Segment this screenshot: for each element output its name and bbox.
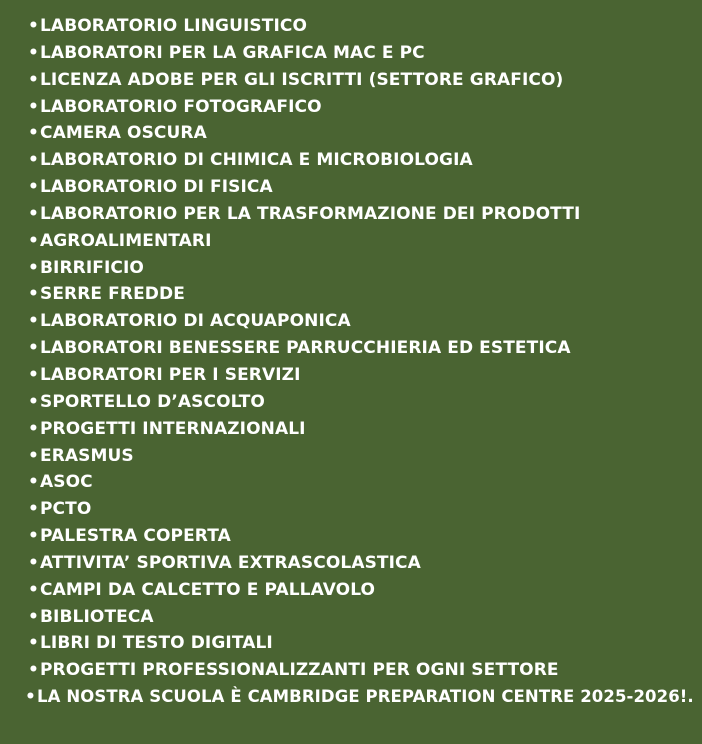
list-item (28, 67, 694, 94)
list-item-label: LABORATORIO DI CHIMICA E MICROBIOLOGIA (40, 150, 473, 171)
bullet-icon: • (28, 230, 39, 251)
list-item (28, 40, 694, 67)
list-item-label: ERASMUS (40, 445, 134, 466)
list-item-label: LABORATORIO LINGUISTICO (40, 16, 308, 36)
bullet-icon: • (28, 150, 39, 171)
bullet-icon: • (28, 177, 39, 198)
list-item-label: SPORTELLO D’ASCOLTO (40, 391, 265, 412)
list-item-label: ATTIVITA’ SPORTIVA EXTRASCOLASTICA (40, 552, 421, 573)
list-item-label: PROGETTI PROFESSIONALIZZANTI PER OGNI SETTORE (40, 660, 559, 681)
list-item (28, 496, 694, 523)
list-item (25, 684, 694, 711)
list-item (28, 389, 694, 416)
bullet-icon: • (28, 96, 39, 117)
bullet-icon: • (28, 499, 39, 520)
bullet-icon: • (28, 552, 39, 573)
bullet-icon: • (28, 472, 39, 493)
list-item-label: LICENZA ADOBE PER GLI ISCRITTI (SETTORE GRAFICO) (40, 69, 564, 90)
bullet-icon: • (28, 257, 39, 278)
list-item-label: LABORATORI BENESSERE PARRUCCHIERIA ED ESTETICA (40, 338, 571, 359)
bullet-icon: • (28, 311, 39, 332)
list-item-label: LA NOSTRA SCUOLA È CAMBRIDGE PREPARATION CENTRE 2025-2026!. (37, 687, 694, 707)
list-item (28, 255, 694, 282)
list-item-label: SERRE FREDDE (40, 284, 185, 305)
list-item (28, 120, 694, 147)
bullet-icon: • (28, 203, 39, 224)
list-item-label: LABORATORI PER I SERVIZI (40, 364, 301, 385)
list-item (28, 362, 694, 389)
bullet-icon: • (28, 445, 39, 466)
bullet-icon: • (28, 284, 39, 305)
list-item-label: LABORATORIO PER LA TRASFORMAZIONE DEI PRODOTTI (40, 203, 581, 224)
bullet-icon: • (28, 391, 39, 412)
list-item (28, 201, 694, 228)
list-item-label: BIBLIOTECA (40, 606, 154, 627)
list-item (28, 657, 694, 684)
list-item-label: AGROALIMENTARI (40, 230, 212, 251)
bullet-icon: • (28, 526, 39, 547)
list-item (28, 604, 694, 631)
bullet-icon: • (28, 660, 39, 681)
bullet-icon: • (25, 687, 36, 708)
list-item-label: ASOC (40, 472, 93, 493)
list-item (28, 147, 694, 174)
list-item (28, 577, 694, 604)
list-item (28, 630, 694, 657)
list-item (28, 443, 694, 470)
list-item (28, 308, 694, 335)
list-item (28, 13, 694, 40)
bullet-icon: • (28, 338, 39, 359)
list-item (28, 335, 694, 362)
bullet-icon: • (28, 418, 39, 439)
list-item-label: LIBRI DI TESTO DIGITALI (40, 633, 273, 654)
list-item (28, 281, 694, 308)
facilities-list (25, 13, 694, 711)
bullet-icon: • (28, 42, 39, 63)
list-item-label: LABORATORI PER LA GRAFICA MAC E PC (40, 42, 425, 63)
bullet-icon: • (28, 16, 39, 36)
bullet-icon: • (28, 69, 39, 90)
list-item-label: PALESTRA COPERTA (40, 526, 231, 547)
list-item (28, 523, 694, 550)
bullet-icon: • (28, 606, 39, 627)
bullet-icon: • (28, 364, 39, 385)
bullet-icon: • (28, 579, 39, 600)
bullet-icon: • (28, 123, 39, 144)
list-item (28, 469, 694, 496)
list-item-label: BIRRIFICIO (40, 257, 144, 278)
list-item (28, 174, 694, 201)
list-item (28, 228, 694, 255)
list-item (28, 550, 694, 577)
list-item-label: CAMPI DA CALCETTO E PALLAVOLO (40, 579, 376, 600)
list-item-label: CAMERA OSCURA (40, 123, 207, 144)
list-item-label: PCTO (40, 499, 92, 520)
list-item (28, 416, 694, 443)
list-item (28, 94, 694, 121)
list-item-label: LABORATORIO DI ACQUAPONICA (40, 311, 351, 332)
list-item-label: LABORATORIO FOTOGRAFICO (40, 96, 322, 117)
list-item-label: LABORATORIO DI FISICA (40, 177, 273, 198)
list-item-label: PROGETTI INTERNAZIONALI (40, 418, 306, 439)
bullet-icon: • (28, 633, 39, 654)
